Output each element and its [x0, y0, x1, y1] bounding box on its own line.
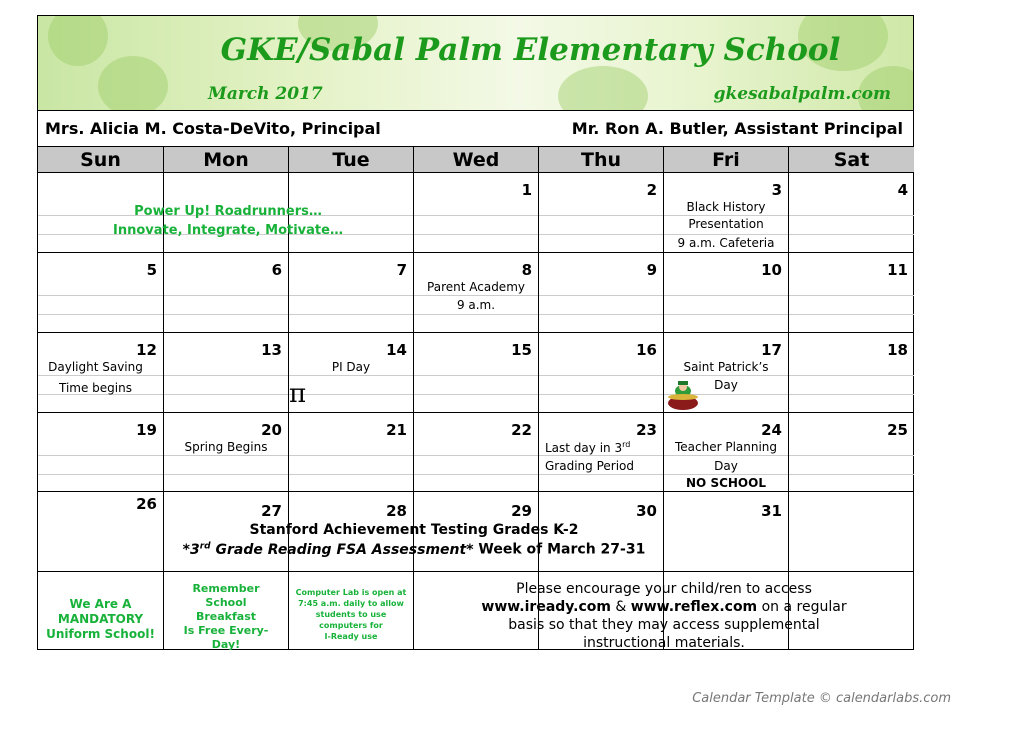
day-cell-16 [539, 333, 664, 413]
event-last-day: Last day in 3rd [545, 440, 631, 455]
date-number: 17 [761, 341, 782, 359]
encourage-line-1: Please encourage your child/ren to access [516, 581, 812, 597]
date-number: 8 [521, 261, 532, 279]
computer-lab-note: 7:45 a.m. daily to allow [298, 599, 404, 608]
day-cell-17 [664, 333, 789, 413]
event-st-patrick: Saint Patrick’s [683, 360, 769, 374]
breakfast-note: Is Free Every- [183, 624, 269, 637]
day-cell-6 [164, 253, 289, 333]
date-number: 15 [511, 341, 532, 359]
breakfast-note: Remember [192, 582, 260, 595]
weekday-wed: Wed [414, 147, 539, 173]
computer-lab-note: Computer Lab is open at [295, 588, 407, 597]
event-parent-academy: Parent Academy [427, 280, 525, 294]
weekday-fri: Fri [664, 147, 789, 173]
day-cell-12 [38, 333, 164, 413]
date-number: 28 [386, 502, 407, 520]
date-number: 4 [897, 181, 908, 199]
assistant-principal: Mr. Ron A. Butler, Assistant Principal [571, 119, 903, 138]
event-spring: Spring Begins [184, 440, 268, 454]
month-label: March 2017 [208, 84, 323, 104]
date-number: 18 [887, 341, 908, 359]
banner [38, 16, 913, 111]
day-cell-31 [664, 492, 789, 572]
day-cell-21 [289, 413, 414, 492]
breakfast-note: School [205, 596, 247, 609]
day-cell-2 [539, 173, 664, 253]
date-number: 19 [136, 421, 157, 439]
event-teacher-planning: Teacher Planning [674, 440, 778, 454]
date-number: 23 [636, 421, 657, 439]
event-daylight-saving: Daylight Saving [48, 360, 143, 374]
event-stanford-testing: Stanford Achievement Testing Grades K-2 [249, 522, 579, 538]
date-number: 30 [636, 502, 657, 520]
day-cell-20 [164, 413, 289, 492]
computer-lab-note: students to use [315, 610, 387, 619]
date-number: 22 [511, 421, 532, 439]
date-number: 26 [136, 495, 157, 513]
event-black-history: Black History [686, 200, 766, 214]
computer-lab-note: I-Ready use [324, 632, 378, 641]
event-last-day: Grading Period [545, 459, 634, 473]
date-number: 20 [261, 421, 282, 439]
weekday-thu: Thu [539, 147, 664, 173]
event-fsa-assessment: *3rd Grade Reading FSA Assessment* Week of March 27-31 [182, 541, 646, 558]
uniform-note: MANDATORY [57, 612, 144, 626]
slogan-line-1: Power Up! Roadrunners… [134, 204, 322, 219]
day-cell-5 [38, 253, 164, 333]
day-cell-1 [414, 173, 539, 253]
event-black-history: Presentation [688, 217, 764, 231]
day-cell-18 [789, 333, 914, 413]
day-cell-25 [789, 413, 914, 492]
uniform-note-cell [38, 572, 164, 650]
day-cell-3 [664, 173, 789, 253]
day-cell-13 [164, 333, 289, 413]
date-number: 3 [771, 181, 782, 199]
date-number: 12 [136, 341, 157, 359]
date-number: 16 [636, 341, 657, 359]
template-credit: Calendar Template © calendarlabs.com [692, 691, 951, 706]
date-number: 25 [887, 421, 908, 439]
day-cell-7 [289, 253, 414, 333]
encourage-line-4: instructional materials. [583, 635, 745, 651]
reflex-link[interactable]: www.reflex.com [630, 599, 758, 615]
calendar [37, 15, 914, 650]
day-cell-22 [414, 413, 539, 492]
date-number: 1 [521, 181, 532, 199]
encourage-line-3: basis so that they may access supplemental [508, 617, 820, 633]
pi-icon: π [289, 379, 307, 409]
date-number: 24 [761, 421, 782, 439]
breakfast-note-cell [164, 572, 289, 650]
pot-of-gold-icon [666, 379, 700, 411]
day-cell-4 [789, 173, 914, 253]
day-cell-24 [664, 413, 789, 492]
event-parent-academy-time: 9 a.m. [456, 298, 496, 312]
date-number: 27 [261, 502, 282, 520]
day-cell-23 [539, 413, 664, 492]
date-number: 9 [646, 261, 657, 279]
event-black-history-time: 9 a.m. Cafeteria [677, 236, 775, 250]
event-teacher-planning: Day [714, 459, 738, 473]
staff-row [38, 111, 913, 147]
day-cell-9 [539, 253, 664, 333]
encourage-line-2: www.iready.com & www.reflex.com on a regular [481, 599, 847, 615]
school-name: GKE/Sabal Palm Elementary School [220, 32, 841, 68]
computer-lab-note-cell [289, 572, 414, 650]
date-number: 31 [761, 502, 782, 520]
day-cell-empty [789, 492, 914, 572]
weekday-sun: Sun [38, 147, 164, 173]
weekday-tue: Tue [289, 147, 414, 173]
day-cell-10 [664, 253, 789, 333]
date-number: 7 [396, 261, 407, 279]
iready-link[interactable]: www.iready.com [481, 599, 611, 615]
day-cell-11 [789, 253, 914, 333]
date-number: 21 [386, 421, 407, 439]
day-cell-15 [414, 333, 539, 413]
event-daylight-saving: Time begins [59, 381, 132, 395]
breakfast-note: Day! [211, 638, 241, 651]
date-number: 2 [646, 181, 657, 199]
event-pi-day: PI Day [331, 360, 371, 374]
breakfast-note: Breakfast [195, 610, 257, 623]
date-number: 10 [761, 261, 782, 279]
date-number: 29 [511, 502, 532, 520]
event-st-patrick: Day [714, 378, 738, 392]
date-number: 14 [386, 341, 407, 359]
day-cell-8 [414, 253, 539, 333]
day-cell-26 [38, 492, 164, 572]
event-no-school: NO SCHOOL [686, 476, 766, 490]
computer-lab-note: computers for [319, 621, 383, 630]
date-number: 6 [271, 261, 282, 279]
uniform-note: We Are A [69, 597, 132, 611]
day-cell-19 [38, 413, 164, 492]
day-cell-14 [289, 333, 414, 413]
date-number: 13 [261, 341, 282, 359]
weekday-mon: Mon [164, 147, 289, 173]
website: gkesabalpalm.com [713, 84, 891, 104]
date-number: 5 [146, 261, 157, 279]
clover-decoration [558, 66, 648, 111]
principal: Mrs. Alicia M. Costa-DeVito, Principal [45, 119, 381, 138]
uniform-note: Uniform School! [46, 627, 155, 641]
date-number: 11 [887, 261, 908, 279]
slogan-line-2: Innovate, Integrate, Motivate… [113, 223, 343, 238]
weekday-sat: Sat [789, 147, 914, 173]
